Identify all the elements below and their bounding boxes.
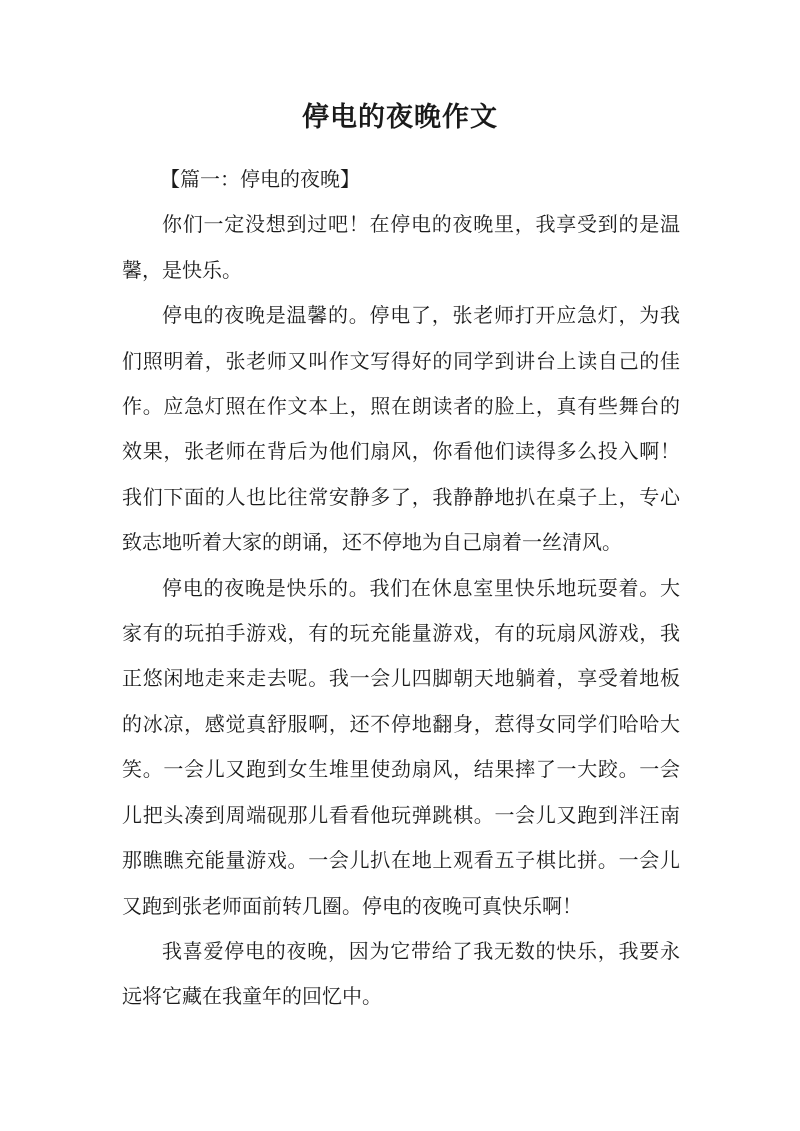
paragraph-warm: 停电的夜晚是温馨的。停电了，张老师打开应急灯，为我们照明着，张老师又叫作文写得好的同学到讲台上读自己的佳作。应急灯照在作文本上，照在朗读者的脸上，真有些舞台的效果，张老师在背后为他们扇风，你看他们读得多么投入啊！我们下面的人也比往常安静多了，我静静地扒在桌子上，专心致志地听着大家的朗诵，还不停地为自己扇着一丝清风。 (122, 303, 680, 555)
document-title: 停电的夜晚作文 (302, 102, 498, 133)
document-body (122, 157, 680, 1020)
section-heading: 【篇一：停电的夜晚】 (160, 167, 360, 191)
paragraph-intro: 你们一定没想到过吧！在停电的夜晚里，我享受到的是温馨，是快乐。 (122, 212, 680, 282)
paragraph-happy: 停电的夜晚是快乐的。我们在休息室里快乐地玩耍着。大家有的玩拍手游戏，有的玩充能量游戏，有的玩扇风游戏，我正悠闲地走来走去呢。我一会儿四脚朝天地躺着，享受着地板的冰凉，感觉真舒服啊，还不停地翻身，惹得女同学们哈哈大笑。一会儿又跑到女生堆里使劲扇风，结果摔了一大跤。一会儿把头凑到周端砚那儿看看他玩弹跳棋。一会儿又跑到泮汪南那瞧瞧充能量游戏。一会儿扒在地上观看五子棋比拼。一会儿又跑到张老师面前转几圈。停电的夜晚可真快乐啊！ (122, 575, 680, 918)
paragraph-conclusion: 我喜爱停电的夜晚，因为它带给了我无数的快乐，我要永远将它藏在我童年的回忆中。 (122, 938, 680, 1009)
